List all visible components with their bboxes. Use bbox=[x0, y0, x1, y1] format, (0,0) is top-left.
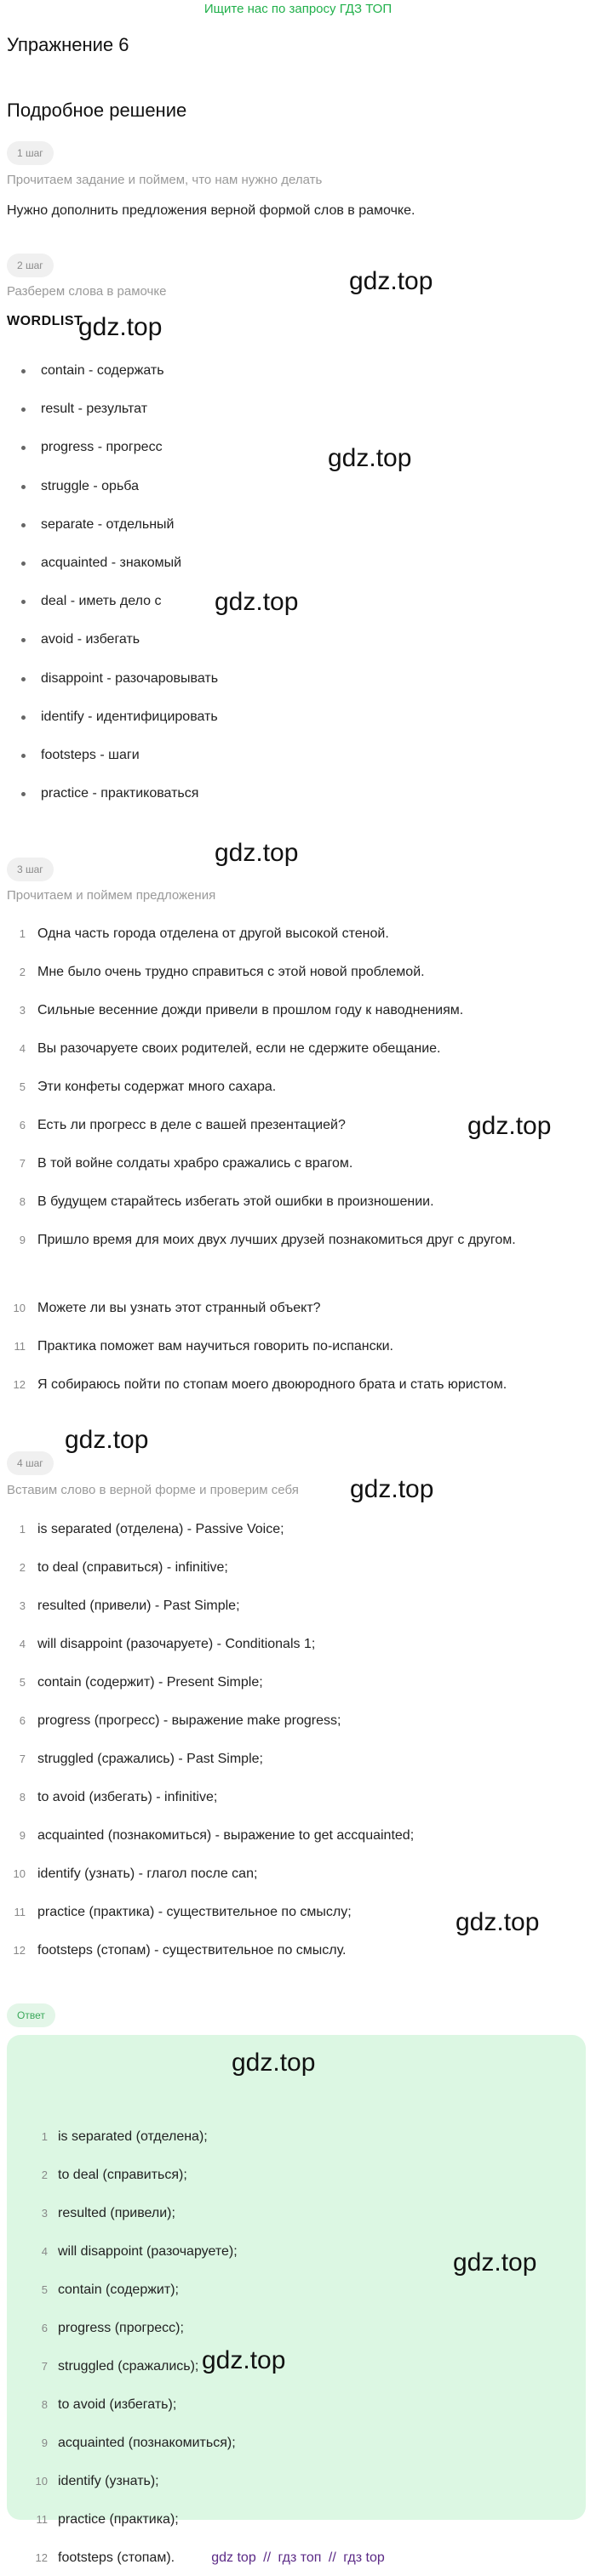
answer-item: practice (практика); bbox=[58, 2512, 179, 2527]
item-number: 1 bbox=[19, 1523, 26, 1536]
step-1-text: Нужно дополнить предложения верной формой слов в рамочке. bbox=[7, 203, 415, 218]
step-1-badge: 1 шаг bbox=[7, 141, 54, 165]
answer-badge: Ответ bbox=[7, 2003, 55, 2027]
sentence-item: Есть ли прогресс в деле с вашей презентацией? bbox=[37, 1118, 346, 1132]
check-item: practice (практика) - существительное по смыслу; bbox=[37, 1905, 352, 1919]
item-number: 12 bbox=[13, 1378, 26, 1391]
step-2-title: Разберем слова в рамочке bbox=[7, 284, 167, 299]
wordlist-item: result - результат bbox=[41, 402, 148, 416]
bullet-dot bbox=[21, 600, 26, 604]
item-number: 11 bbox=[36, 2513, 48, 2526]
watermark: gdz.top bbox=[328, 444, 412, 472]
item-number: 3 bbox=[19, 1599, 26, 1612]
bullet-dot bbox=[21, 485, 26, 489]
step-4-badge: 4 шаг bbox=[7, 1451, 54, 1475]
item-number: 3 bbox=[19, 1004, 26, 1017]
sentence-item: Я собираюсь пойти по стопам моего двоюродного брата и стать юристом. bbox=[37, 1377, 507, 1392]
watermark: gdz.top bbox=[467, 1112, 552, 1140]
wordlist-item: avoid - избегать bbox=[41, 632, 140, 647]
item-number: 11 bbox=[14, 1906, 26, 1918]
check-item: is separated (отделена) - Passive Voice; bbox=[37, 1522, 284, 1536]
check-item: contain (содержит) - Present Simple; bbox=[37, 1675, 263, 1690]
bullet-dot bbox=[21, 446, 26, 450]
watermark: gdz.top bbox=[349, 267, 433, 295]
check-item: progress (прогресс) - выражение make progress; bbox=[37, 1713, 341, 1728]
sentence-item: Эти конфеты содержат много сахара. bbox=[37, 1080, 277, 1094]
answer-item: is separated (отделена); bbox=[58, 2129, 208, 2144]
item-number: 6 bbox=[19, 1119, 26, 1131]
wordlist-item: identify - идентифицировать bbox=[41, 710, 218, 724]
step-4-title: Вставим слово в верной форме и проверим себя bbox=[7, 1483, 299, 1497]
item-number: 4 bbox=[41, 2245, 48, 2258]
answer-item: to avoid (избегать); bbox=[58, 2397, 177, 2412]
bullet-dot bbox=[21, 561, 26, 566]
item-number: 2 bbox=[19, 1561, 26, 1574]
step-1-title: Прочитаем задание и поймем, что нам нужно делать bbox=[7, 173, 323, 187]
watermark: gdz.top bbox=[350, 1475, 434, 1503]
bullet-dot bbox=[21, 369, 26, 373]
footer-separator: // bbox=[328, 2550, 336, 2565]
item-number: 6 bbox=[19, 1714, 26, 1727]
item-number: 8 bbox=[19, 1791, 26, 1804]
answer-item: acquainted (познакомиться); bbox=[58, 2436, 236, 2450]
watermark: gdz.top bbox=[215, 588, 299, 616]
footer-link[interactable]: gdz top bbox=[211, 2550, 256, 2565]
footer-link[interactable]: гдз top bbox=[343, 2550, 385, 2565]
search-hint-link[interactable]: Ищите нас по запросу ГДЗ ТОП bbox=[203, 2, 393, 16]
watermark: gdz.top bbox=[78, 313, 163, 341]
wordlist-item: contain - содержать bbox=[41, 363, 164, 378]
wordlist-item: practice - практиковаться bbox=[41, 786, 199, 801]
item-number: 10 bbox=[13, 1867, 26, 1880]
check-item: will disappoint (разочаруете) - Conditionals 1; bbox=[37, 1637, 316, 1651]
sentence-item: В будущем старайтесь избегать этой ошибки в произношении. bbox=[37, 1194, 434, 1209]
item-number: 10 bbox=[13, 1302, 26, 1314]
item-number: 7 bbox=[19, 1157, 26, 1170]
item-number: 3 bbox=[41, 2207, 48, 2220]
item-number: 2 bbox=[41, 2169, 48, 2181]
step-2-badge: 2 шаг bbox=[7, 254, 54, 277]
answer-item: will disappoint (разочаруете); bbox=[58, 2244, 238, 2259]
item-number: 12 bbox=[35, 2551, 48, 2564]
item-number: 6 bbox=[41, 2322, 48, 2334]
item-number: 9 bbox=[19, 1234, 26, 1246]
sentence-item: Мне было очень трудно справиться с этой новой проблемой. bbox=[37, 965, 425, 979]
wordlist-item: footsteps - шаги bbox=[41, 748, 140, 762]
item-number: 7 bbox=[19, 1752, 26, 1765]
watermark: gdz.top bbox=[456, 1908, 540, 1936]
item-number: 12 bbox=[13, 1944, 26, 1957]
watermark: gdz.top bbox=[202, 2346, 286, 2374]
sentence-item: Можете ли вы узнать этот странный объект? bbox=[37, 1301, 321, 1315]
bullet-dot bbox=[21, 715, 26, 720]
check-item: to avoid (избегать) - infinitive; bbox=[37, 1790, 218, 1804]
sentence-item: Одна часть города отделена от другой высокой стеной. bbox=[37, 926, 389, 941]
wordlist-item: struggle - орьба bbox=[41, 479, 139, 493]
footer-link[interactable]: гдз топ bbox=[278, 2550, 322, 2565]
wordlist-item: disappoint - разочаровывать bbox=[41, 671, 219, 686]
item-number: 9 bbox=[19, 1829, 26, 1842]
wordlist-label: WORDLIST bbox=[7, 314, 83, 328]
item-number: 5 bbox=[19, 1676, 26, 1689]
bullet-dot bbox=[21, 638, 26, 642]
watermark: gdz.top bbox=[232, 2049, 316, 2077]
item-number: 11 bbox=[14, 1340, 26, 1353]
sentence-item: Вы разочаруете своих родителей, если не сдержите обещание. bbox=[37, 1041, 441, 1056]
item-number: 5 bbox=[41, 2283, 48, 2296]
sentence-item: Сильные весенние дожди привели в прошлом году к наводнениям. bbox=[37, 1003, 464, 1017]
sentence-item: Пришло время для моих двух лучших друзей познакомиться друг с другом. bbox=[37, 1233, 516, 1247]
check-item: acquainted (познакомиться) - выражение to get accquainted; bbox=[37, 1828, 415, 1843]
wordlist-item: acquainted - знакомый bbox=[41, 556, 182, 570]
item-number: 5 bbox=[19, 1080, 26, 1093]
answer-item: contain (содержит); bbox=[58, 2282, 179, 2297]
item-number: 1 bbox=[41, 2130, 48, 2143]
answer-item: to deal (справиться); bbox=[58, 2168, 187, 2182]
check-item: to deal (справиться) - infinitive; bbox=[37, 1560, 228, 1575]
bullet-dot bbox=[21, 523, 26, 527]
step-3-badge: 3 шаг bbox=[7, 858, 54, 881]
section-title: Подробное решение bbox=[7, 100, 187, 121]
item-number: 2 bbox=[19, 966, 26, 978]
wordlist-item: deal - иметь дело с bbox=[41, 594, 162, 608]
item-number: 1 bbox=[19, 927, 26, 940]
bullet-dot bbox=[21, 792, 26, 796]
item-number: 10 bbox=[35, 2475, 48, 2488]
answer-item: resulted (привели); bbox=[58, 2206, 175, 2220]
item-number: 7 bbox=[41, 2360, 48, 2373]
answer-item: footsteps (стопам). bbox=[58, 2550, 175, 2565]
item-number: 4 bbox=[19, 1638, 26, 1650]
sentence-item: Практика поможет вам научиться говорить по-испански. bbox=[37, 1339, 393, 1354]
check-item: footsteps (стопам) - существительное по смыслу. bbox=[37, 1943, 347, 1958]
item-number: 4 bbox=[19, 1042, 26, 1055]
check-item: identify (узнать) - глагол после can; bbox=[37, 1866, 258, 1881]
step-3-title: Прочитаем и поймем предложения bbox=[7, 888, 216, 903]
wordlist-item: separate - отдельный bbox=[41, 517, 175, 532]
answer-item: identify (узнать); bbox=[58, 2474, 159, 2488]
watermark: gdz.top bbox=[65, 1426, 149, 1454]
page-title: Упражнение 6 bbox=[7, 34, 129, 55]
watermark: gdz.top bbox=[453, 2248, 537, 2277]
bullet-dot bbox=[21, 677, 26, 681]
wordlist-item: progress - прогресс bbox=[41, 440, 163, 454]
answer-item: progress (прогресс); bbox=[58, 2321, 184, 2335]
check-item: struggled (сражались) - Past Simple; bbox=[37, 1752, 263, 1766]
sentence-item: В той войне солдаты храбро сражались с врагом. bbox=[37, 1156, 353, 1171]
footer-separator: // bbox=[263, 2550, 272, 2565]
check-item: resulted (привели) - Past Simple; bbox=[37, 1599, 240, 1613]
watermark: gdz.top bbox=[215, 839, 299, 867]
bullet-dot bbox=[21, 754, 26, 758]
item-number: 8 bbox=[19, 1195, 26, 1208]
item-number: 8 bbox=[41, 2398, 48, 2411]
answer-item: struggled (сражались); bbox=[58, 2359, 199, 2374]
item-number: 9 bbox=[41, 2436, 48, 2449]
bullet-dot bbox=[21, 407, 26, 412]
